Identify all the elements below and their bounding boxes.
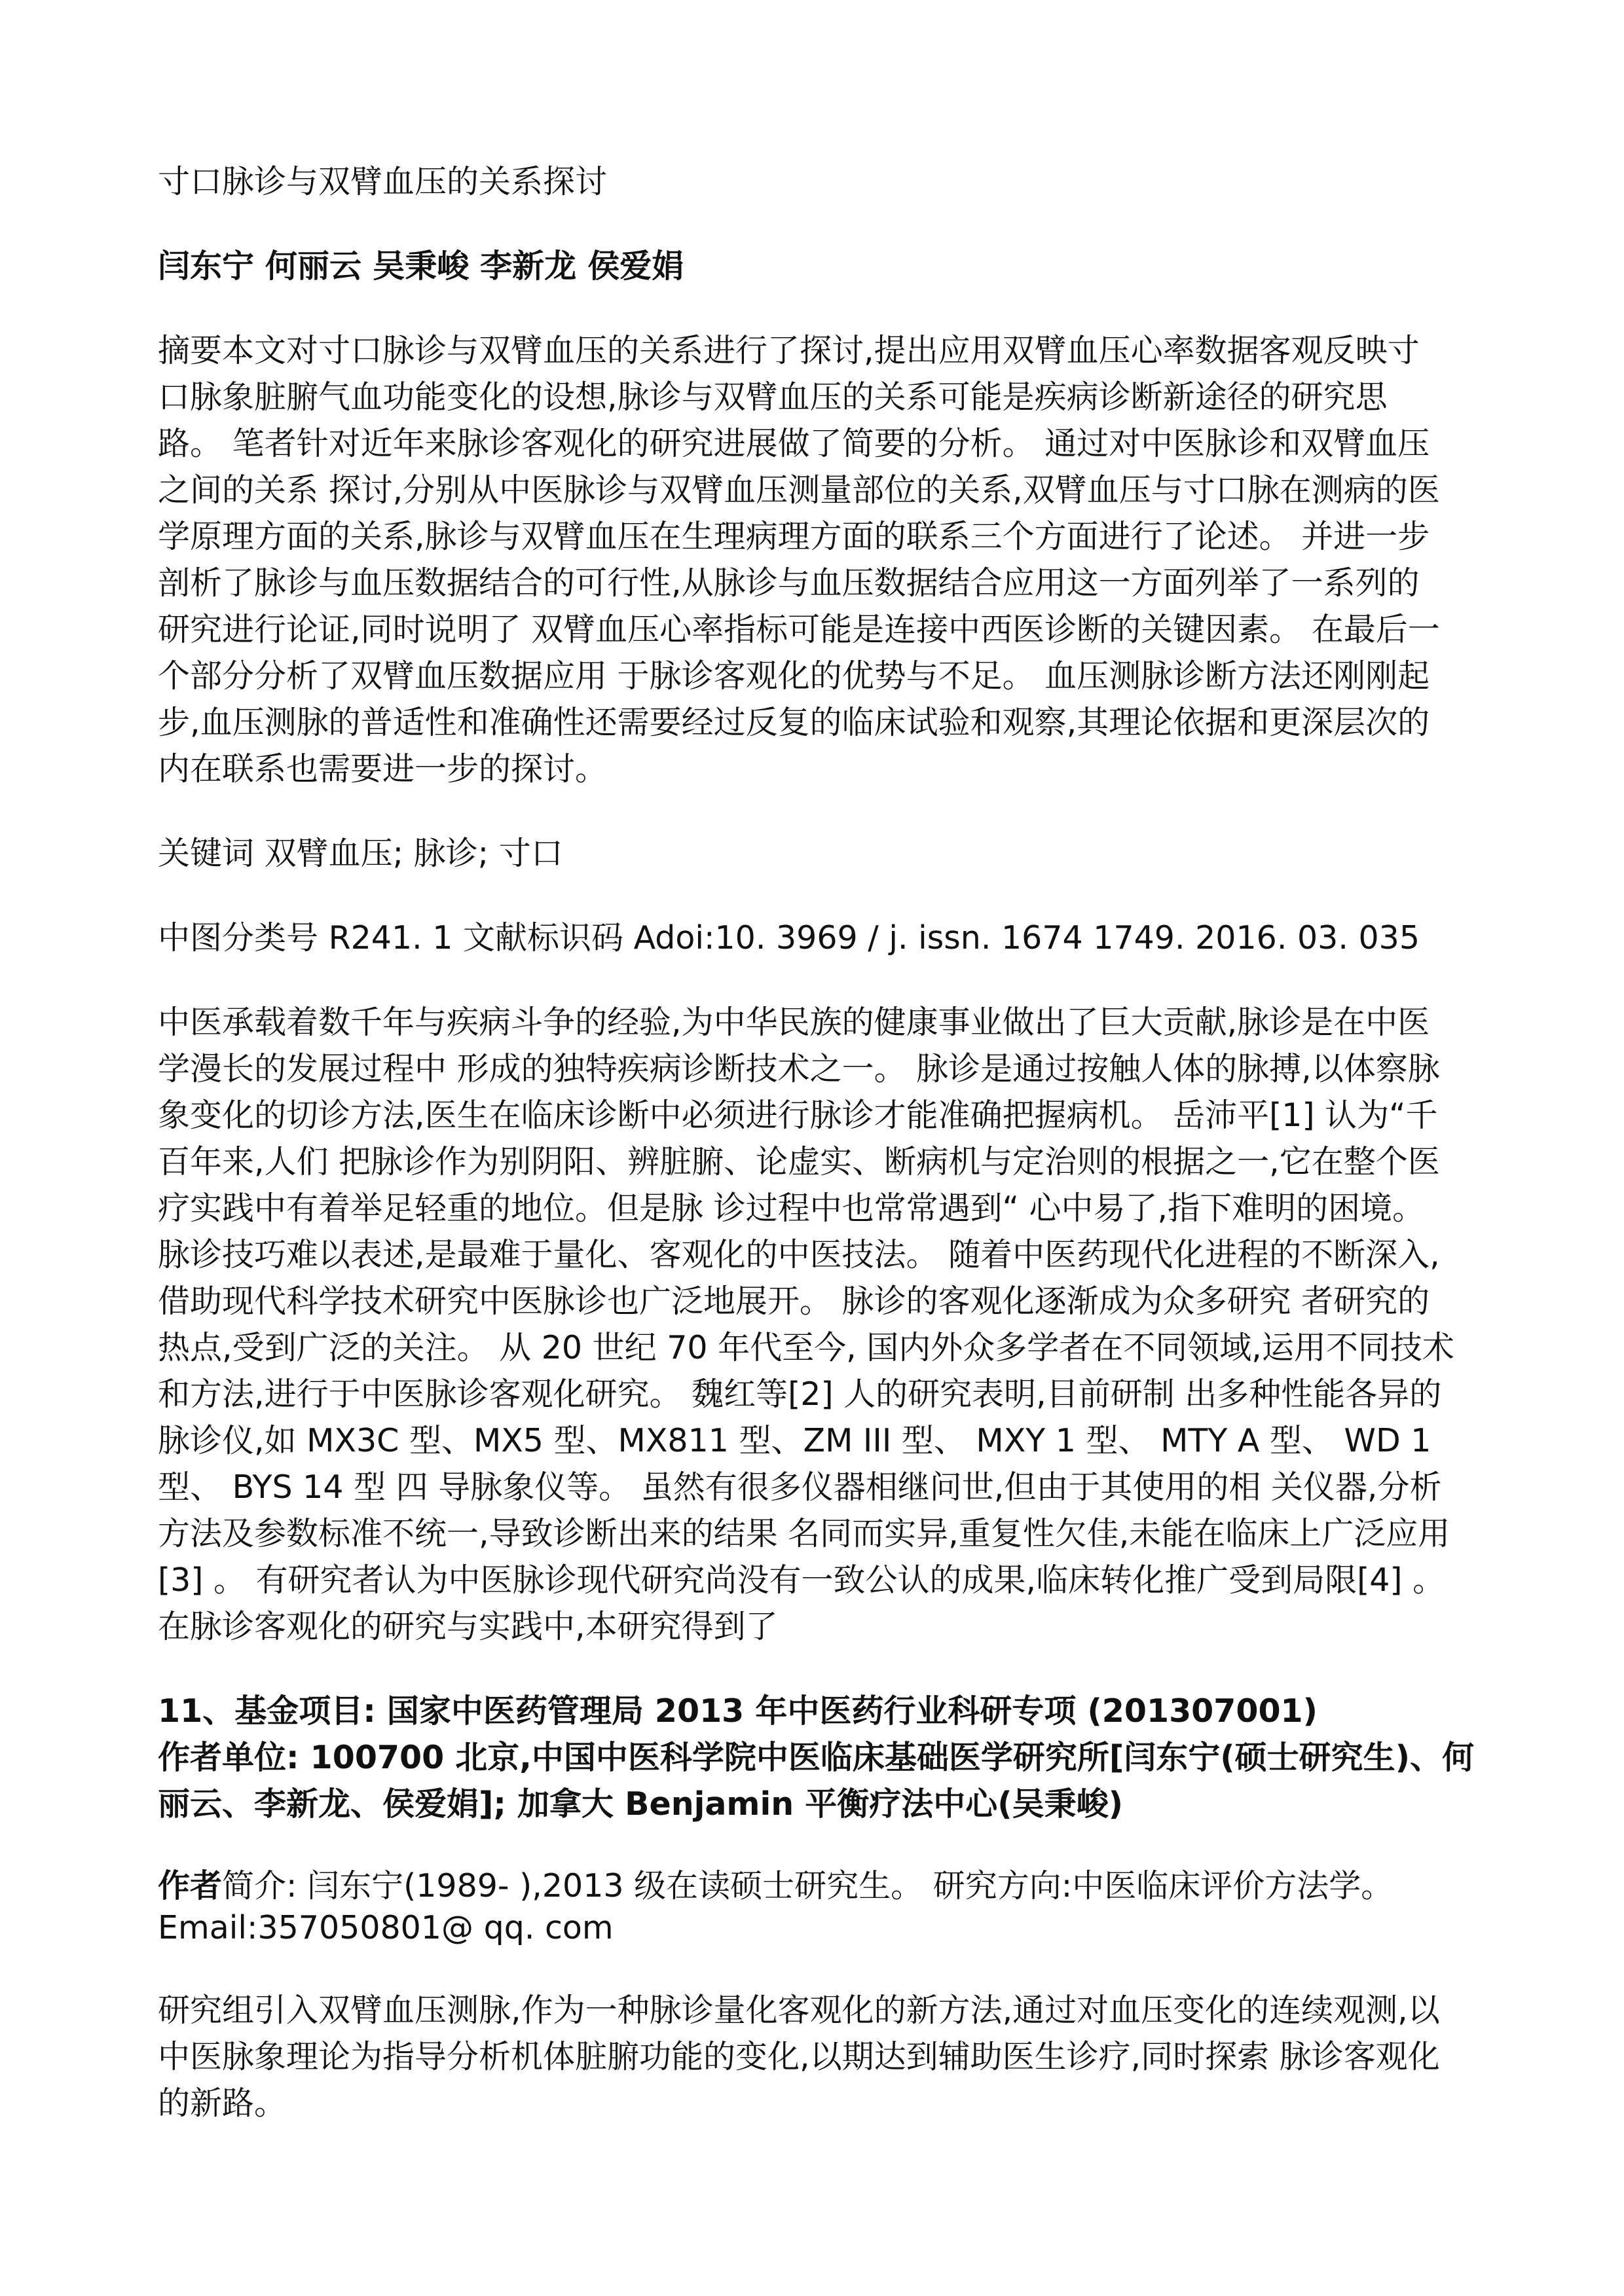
- body-paragraph: [158, 999, 1493, 1650]
- body-line: 方法及参数标准不统一,导致诊断出来的结果 名同而实异,重复性欠佳,未能在临床上广泛应用: [158, 1515, 1450, 1552]
- author-intro-block: [158, 1865, 1493, 1949]
- abstract-line: 个部分分析了双臂血压数据应用 于脉诊客观化的优势与不足。 血压测脉诊断方法还刚刚起: [158, 657, 1430, 695]
- classification-number: 中图分类号 R241. 1 文献标识码 Adoi:10. 3969 / j. issn. 1674 1749. 2016. 03. 035: [158, 919, 1420, 957]
- body-line: [3] 。 有研究者认为中医脉诊现代研究尚没有一致公认的成果,临床转化推广受到局限[4] 。: [158, 1561, 1445, 1599]
- body-line: 学漫长的发展过程中 形成的独特疾病诊断技术之一。 脉诊是通过按触人体的脉搏,以体察脉: [158, 1050, 1440, 1087]
- authors-block: [158, 243, 1493, 289]
- abstract-line: 剖析了脉诊与血压数据结合的可行性,从脉诊与血压数据结合应用这一方面列举了一系列的: [158, 564, 1420, 602]
- closing-paragraph: [158, 1987, 1493, 2126]
- funding-affiliation-block: [158, 1688, 1493, 1827]
- abstract-line: 学原理方面的关系,脉诊与双臂血压在生理病理方面的联系三个方面进行了论述。 并进一步: [158, 518, 1430, 555]
- body-line: 借助现代科学技术研究中医脉诊也广泛地展开。 脉诊的客观化逐渐成为众多研究 者研究的: [158, 1283, 1430, 1320]
- abstract-line: 研究进行论证,同时说明了 双臂血压心率指标可能是连接中西医诊断的关键因素。 在最后一: [158, 611, 1440, 648]
- body-line: 在脉诊客观化的研究与实践中,本研究得到了: [158, 1608, 778, 1645]
- affiliation-line: 作者单位: 100700 北京,中国中医科学院中医临床基础医学研究所[闫东宁(硕士研究生)、何: [158, 1739, 1475, 1776]
- author-intro-text: 简介: 闫东宁(1989- ),2013 级在读硕士研究生。 研究方向:中医临床评价方法学。: [222, 1867, 1393, 1904]
- abstract-line: 内在联系也需要进一步的探讨。: [158, 750, 608, 788]
- body-line: 百年来,人们 把脉诊作为别阴阳、辨脏腑、论虚实、断病机与定治则的根据之一,它在整个医: [158, 1143, 1440, 1180]
- abstract-line: 步,血压测脉的普适性和准确性还需要经过反复的临床试验和观察,其理论依据和更深层次的: [158, 704, 1430, 741]
- closing-line: 的新路。: [158, 2085, 287, 2122]
- abstract-line: 摘要本文对寸口脉诊与双臂血压的关系进行了探讨,提出应用双臂血压心率数据客观反映寸: [158, 332, 1420, 369]
- author-email: Email:357050801@ qq. com: [158, 1909, 614, 1946]
- body-line: 疗实践中有着举足轻重的地位。但是脉 诊过程中也常常遇到“ 心中易了,指下难明的困境。: [158, 1190, 1425, 1227]
- page-title: 寸口脉诊与双臂血压的关系探讨: [158, 163, 608, 200]
- title-block: [158, 158, 1493, 205]
- author-intro-label: 作者: [158, 1867, 223, 1904]
- body-line: 脉诊技巧难以表述,是最难于量化、客观化的中医技法。 随着中医药现代化进程的不断深入,: [158, 1236, 1440, 1273]
- affiliation-line: 丽云、李新龙、侯爱娟]; 加拿大 Benjamin 平衡疗法中心(吴秉峻): [158, 1785, 1124, 1823]
- abstract-line: 路。 笔者针对近年来脉诊客观化的研究进展做了简要的分析。 通过对中医脉诊和双臂血压: [158, 425, 1430, 462]
- body-line: 脉诊仪,如 MX3C 型、MX5 型、MX811 型、ZM III 型、 MXY 1 型、 MTY A 型、 WD 1: [158, 1422, 1431, 1459]
- closing-line: 研究组引入双臂血压测脉,作为一种脉诊量化客观化的新方法,通过对血压变化的连续观测,以: [158, 1992, 1440, 2029]
- author-list: 闫东宁 何丽云 吴秉峻 李新龙 侯爱娟: [158, 247, 684, 285]
- classification-block: [158, 915, 1493, 961]
- keywords-block: [158, 830, 1493, 877]
- keywords: 关键词 双臂血压; 脉诊; 寸口: [158, 835, 563, 872]
- closing-line: 中医脉象理论为指导分析机体脏腑功能的变化,以期达到辅助医生诊疗,同时探索 脉诊客观化: [158, 2038, 1440, 2075]
- funding-line: 11、基金项目: 国家中医药管理局 2013 年中医药行业科研专项 (201307001): [158, 1692, 1318, 1730]
- body-line: 中医承载着数千年与疾病斗争的经验,为中华民族的健康事业做出了巨大贡献,脉诊是在中医: [158, 1004, 1430, 1041]
- body-line: 热点,受到广泛的关注。 从 20 世纪 70 年代至今, 国内外众多学者在不同领域,运用不同技术: [158, 1329, 1454, 1366]
- author-intro-line: [158, 1865, 1493, 1907]
- abstract-line: 之间的关系 探讨,分别从中医脉诊与双臂血压测量部位的关系,双臂血压与寸口脉在测病的医: [158, 471, 1440, 509]
- abstract-paragraph: [158, 327, 1493, 792]
- body-line: 象变化的切诊方法,医生在临床诊断中必须进行脉诊才能准确把握病机。 岳沛平[1] 认为“千: [158, 1097, 1438, 1134]
- body-line: 和方法,进行于中医脉诊客观化研究。 魏红等[2] 人的研究表明,目前研制 出多种性能各异的: [158, 1376, 1442, 1413]
- abstract-line: 口脉象脏腑气血功能变化的设想,脉诊与双臂血压的关系可能是疾病诊断新途径的研究思: [158, 378, 1388, 416]
- body-line: 型、 BYS 14 型 四 导脉象仪等。 虽然有很多仪器相继问世,但由于其使用的相 关仪器,分析: [158, 1468, 1442, 1506]
